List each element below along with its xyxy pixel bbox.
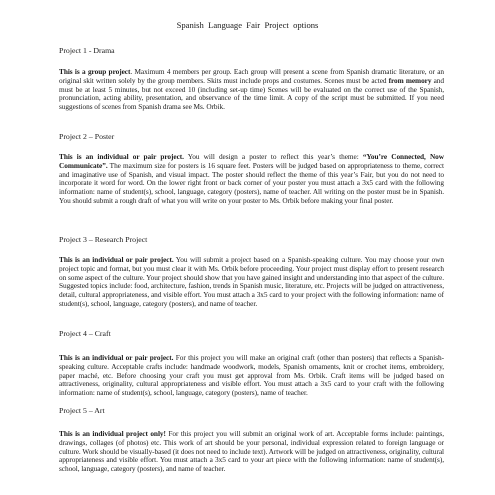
document-title: Spanish Language Fair Project options	[176, 20, 319, 30]
project-1-emphasis: from memory	[388, 75, 432, 85]
project-1-section	[59, 46, 444, 112]
project-1-lead: This is a group project	[59, 67, 131, 76]
project-2-lead: This is an individual or pair project.	[59, 152, 184, 161]
project-4-text: For this project you will make an original craft (other than posters) that reflects a Spanish-speaking culture. Acceptable crafts include: handmade woodwork, models, Spanish ornaments, knit or crochet items, embroidery, paper maché, etc. Before choosing your craft you must get approval from Ms. Orbik. Craft items will be judged based on attractiveness, originality, cultural appropriateness and visible effort. You must attach a 3x5 card to your craft with the following information: name of student(s), school, language, category (posters), name of teacher.	[59, 353, 445, 397]
project-4-description	[59, 354, 444, 398]
project-2-text: The maximum size for posters is 16 square feet. Posters will be judged based on appropriateness to theme, correct and imaginative use of Spanish, and visual impact. The poster should reflect the theme of this year’s Fair, but you do not need to incorporate it word for word. On the lower right front or back corner of your poster you must attach a 3x5 card with the following information: name of student(s), school, language, category (posters), name of teacher. All writing on the poster must be in Spanish. You should submit a rough draft of what you will write on your poster to Ms. Orbik before making your final poster.	[59, 160, 444, 205]
project-1-text: and must be at least 5 minutes, but not exceed 10 (including set-up time) Scenes will be evaluated on the correct use of the Spanish, pronunciation, acting ability, presentation, and observance of the time limit. A copy of the script must be submitted. If you need suggestions of scenes from Spanish drama see Ms. Orbik.	[59, 75, 444, 111]
project-1-heading: Project 1 - Drama	[59, 46, 115, 55]
project-2-description	[59, 153, 444, 206]
project-4-section	[59, 329, 444, 398]
project-3-section	[59, 235, 444, 309]
project-3-text: You will submit a project based on a Spanish-speaking culture. You may choose your own project topic and format, but you must clear it with Ms. Orbik before proceeding. Your project must display effort to present research on some aspect of the culture. Your project should show that you have gained insight and understanding into that aspect of the culture. Suggested topics include: food, architecture, fashion, trends in Spanish music, literature, etc. Projects will be judged on attractiveness, detail, cultural appropriateness, and visible effort. You must attach a 3x5 card to your project with the following information: name of student(s), school, language, category (posters), and name of teacher.	[59, 255, 444, 308]
project-1-description	[59, 68, 444, 112]
project-2-emphasis: “You’re Connected, Now Communicate”.	[59, 152, 444, 170]
project-3-description	[59, 256, 444, 309]
project-3-heading: Project 3 – Research Project	[59, 235, 148, 244]
project-4-lead: This is an individual or pair project.	[59, 353, 174, 362]
project-1-after-lead: . Maximum 4 members per group. Each group will present a scene from Spanish dramatic literature, or an original skit written solely by the group members. Skits must include props and costumes. Scenes must be acted	[59, 67, 444, 85]
project-5-description	[59, 430, 444, 474]
project-2-section	[59, 132, 444, 206]
project-5-lead: This is an individual project only!	[59, 429, 166, 438]
project-3-lead: This is an individual or pair project.	[59, 255, 174, 264]
project-4-heading: Project 4 – Craft	[59, 329, 111, 338]
project-5-section	[59, 406, 444, 474]
project-2-after-lead: You will design a poster to reflect this year’s theme:	[183, 152, 363, 161]
project-5-heading: Project 5 – Art	[59, 406, 105, 415]
project-5-text: For this project you will submit an original work of art. Acceptable forms include: paintings, drawings, collages (of photos) etc. This work of art should be your personal, individual expression related to foreign language or culture. Work should be visually-based (it does not need to include text). Artwork will be judged on attractiveness, originality, cultural appropriateness and visible effort. You must attach a 3x5 card to your art piece with the following information: name of student(s), school, language, category (posters), and name of teacher.	[59, 429, 444, 473]
project-2-heading: Project 2 – Poster	[59, 132, 115, 141]
